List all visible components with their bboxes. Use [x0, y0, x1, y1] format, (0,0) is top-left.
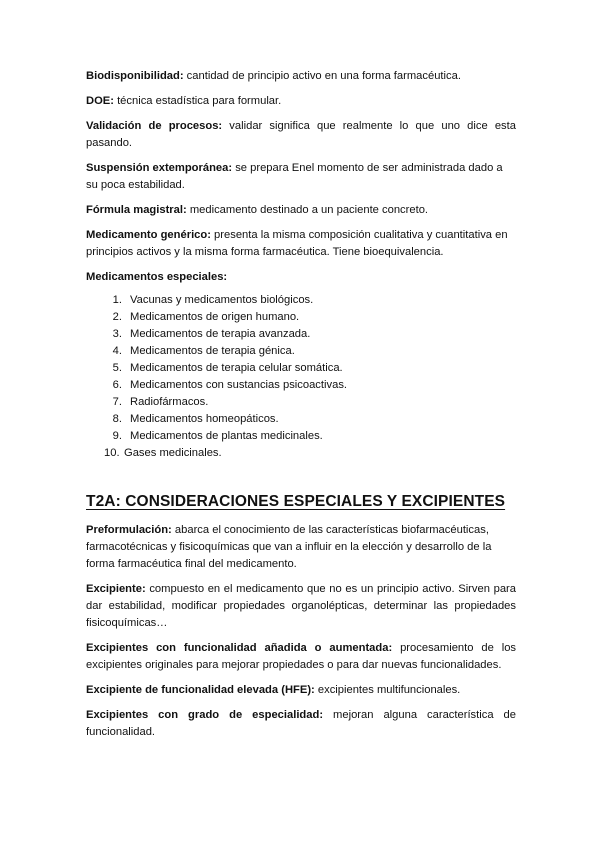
list-number: 9. [112, 430, 122, 442]
list-number: 4. [112, 345, 122, 357]
definition-hfe [86, 682, 516, 699]
special-medicines-heading: Medicamentos especiales: [86, 271, 228, 283]
list-number: 8. [112, 413, 122, 425]
list-text: Medicamentos con sustancias psicoactivas. [130, 379, 348, 391]
definition-term: Excipientes con grado de especialidad: [86, 709, 324, 721]
definition-text: excipientes multifuncionales. [314, 684, 461, 696]
definition-term: DOE: [86, 95, 114, 107]
section-title: T2A: CONSIDERACIONES ESPECIALES Y EXCIPIENTES [86, 493, 506, 510]
list-text: Medicamentos de origen humano. [130, 311, 300, 323]
list-number: 3. [112, 328, 122, 340]
definition-validacion [86, 118, 516, 152]
list-text: Medicamentos de terapia celular somática. [130, 362, 343, 374]
definition-term: Medicamento genérico: [86, 229, 211, 241]
list-number: 1. [112, 294, 122, 306]
list-item [86, 377, 516, 394]
list-text: Medicamentos de terapia avanzada. [130, 328, 311, 340]
definition-term: Biodisponibilidad: [86, 70, 184, 82]
list-item [86, 292, 516, 309]
definition-suspension [86, 160, 516, 194]
list-text: Radiofármacos. [130, 396, 209, 408]
definition-term: Validación de procesos: [86, 120, 223, 132]
definition-text: validar significa que realmente lo que uno dice esta pasando. [86, 120, 516, 149]
definition-term: Suspensión extemporánea: [86, 162, 233, 174]
definition-text: medicamento destinado a un paciente concreto. [186, 204, 429, 216]
definition-grado-especialidad [86, 707, 516, 741]
list-number: 6. [112, 379, 122, 391]
definition-formula-magistral [86, 202, 516, 219]
definition-term: Fórmula magistral: [86, 204, 187, 216]
definition-text: procesamiento de los excipientes originales para mejorar propiedades o para dar nuevas funcionalidades. [86, 642, 517, 671]
list-item [86, 394, 516, 411]
definition-excipientes-funcionalidad [86, 640, 516, 674]
list-item [86, 428, 516, 445]
list-text: Medicamentos homeopáticos. [130, 413, 279, 425]
list-item [86, 411, 516, 428]
definition-excipiente [86, 581, 516, 632]
definition-term: Preformulación: [86, 524, 172, 536]
definition-text: abarca el conocimiento de las características biofarmacéuticas, farmacotécnicas y fisicoquímicas que van a influir en la elección y desarrollo de la forma farmacéutica final del medicamento. [86, 524, 492, 570]
list-item [86, 309, 516, 326]
list-number: 10. [104, 447, 120, 459]
definition-term: Excipiente: [86, 583, 146, 595]
list-item [86, 326, 516, 343]
list-item [86, 360, 516, 377]
list-item [86, 343, 516, 360]
definition-term: Excipiente de funcionalidad elevada (HFE): [86, 684, 315, 696]
list-item [86, 445, 516, 462]
definition-text: se prepara Enel momento de ser administrada dado a su poca estabilidad. [86, 162, 503, 191]
special-medicines-list [86, 292, 516, 462]
definition-medicamento-generico [86, 227, 516, 261]
list-text: Medicamentos de terapia génica. [130, 345, 295, 357]
document-body [86, 68, 516, 749]
definition-biodisponibilidad [86, 68, 516, 85]
definition-text: cantidad de principio activo en una forma farmacéutica. [183, 70, 461, 82]
list-number: 7. [112, 396, 122, 408]
list-text: Gases medicinales. [124, 447, 222, 459]
list-text: Vacunas y medicamentos biológicos. [130, 294, 314, 306]
definition-doe [86, 93, 516, 110]
list-text: Medicamentos de plantas medicinales. [130, 430, 323, 442]
definition-text: mejoran alguna característica de funcionalidad. [86, 709, 516, 738]
definition-text: presenta la misma composición cualitativa y cuantitativa en principios activos y la misma forma farmacéutica. Tiene bioequivalencia. [86, 229, 508, 258]
list-number: 2. [112, 311, 122, 323]
definition-text: técnica estadística para formular. [113, 95, 282, 107]
definition-term: Excipientes con funcionalidad añadida o aumentada: [86, 642, 393, 654]
definition-preformulacion [86, 522, 516, 573]
definition-text: compuesto en el medicamento que no es un principio activo. Sirven para dar estabilidad, modificar propiedades organolépticas, determinar las propiedades fisicoquímicas… [86, 583, 516, 629]
list-number: 5. [112, 362, 122, 374]
